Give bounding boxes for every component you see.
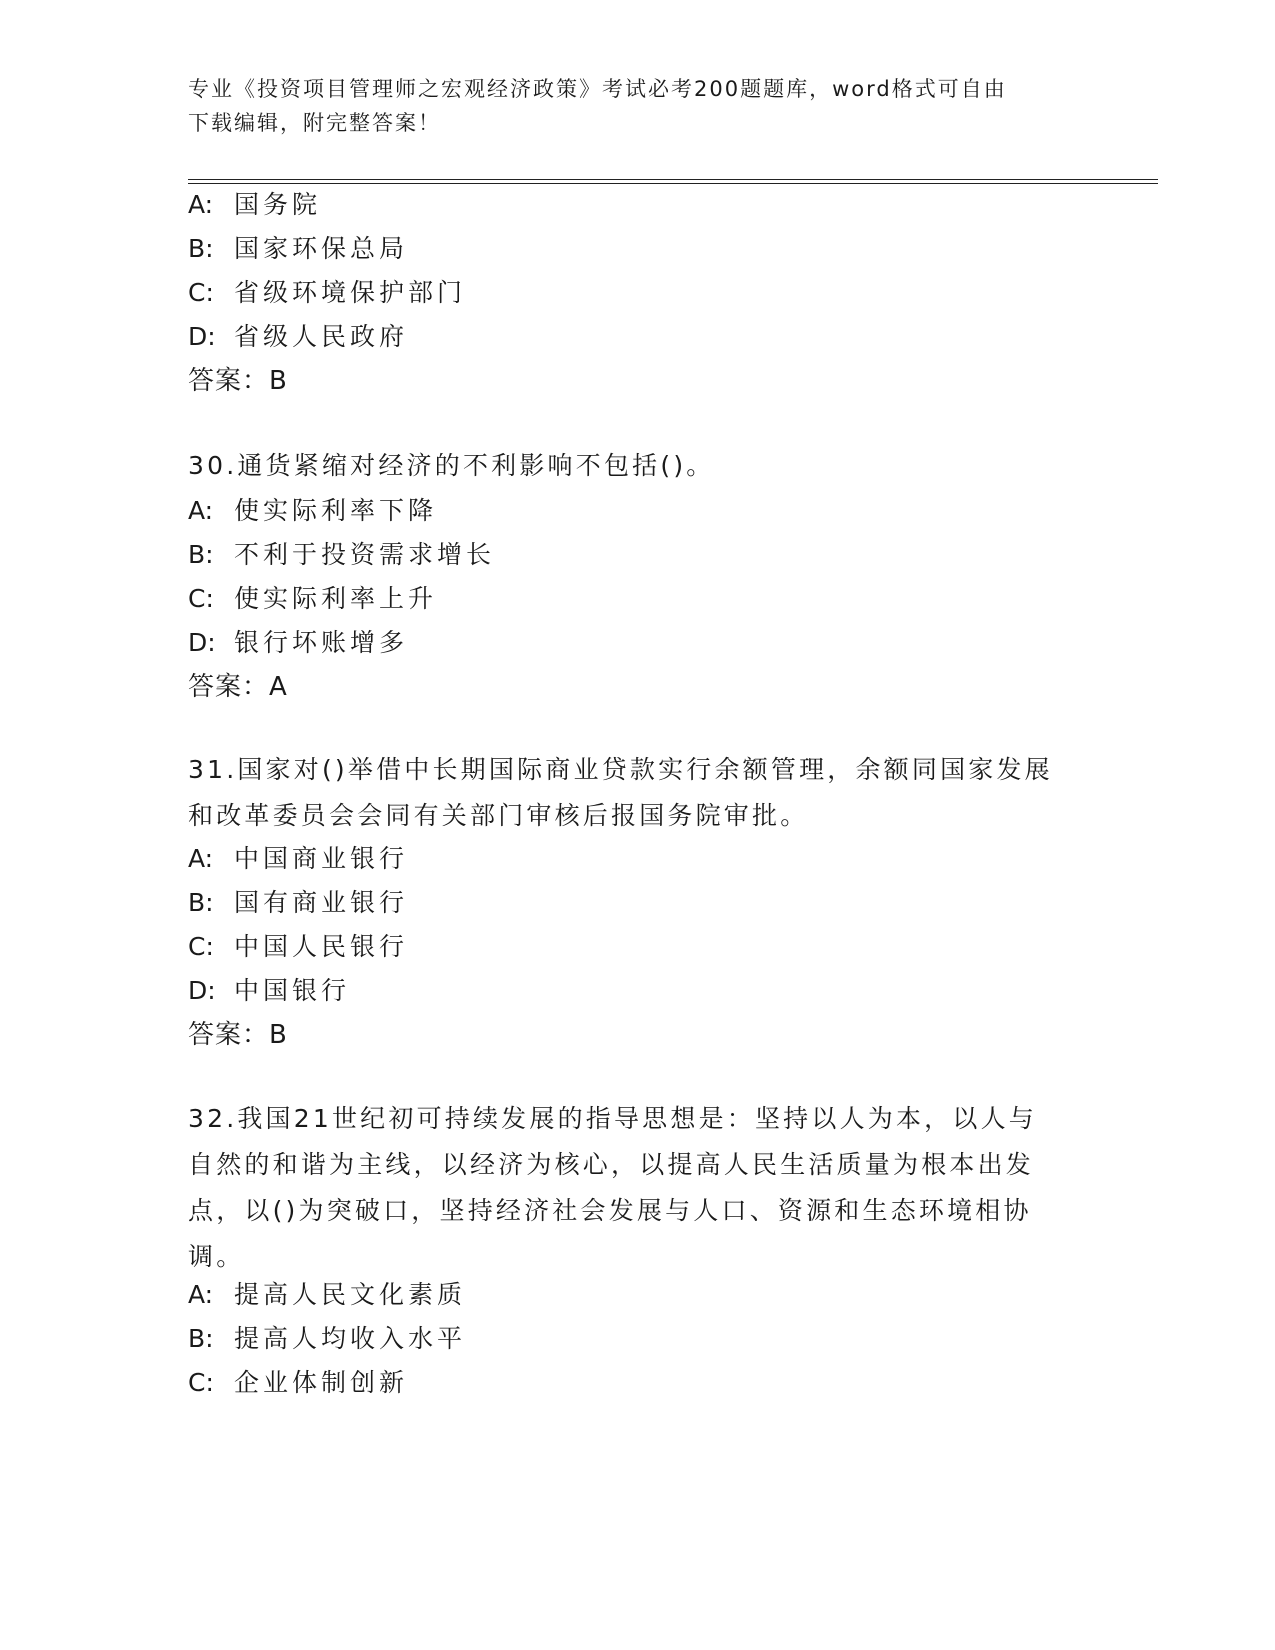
option-d: [188, 320, 408, 354]
option-letter: A:: [188, 1280, 214, 1309]
option-text: 省级环境保护部门: [234, 278, 467, 307]
option-text: 不利于投资需求增长: [234, 540, 496, 569]
question-text: 和改革委员会会同有关部门审核后报国务院审批。: [188, 801, 809, 830]
option-b: [188, 232, 408, 266]
option-text: 使实际利率下降: [234, 496, 438, 525]
answer-line: 答案：B: [188, 1020, 288, 1050]
option-text: 企业体制创新: [234, 1368, 409, 1397]
option-c: [188, 1366, 408, 1400]
option-letter: B:: [188, 234, 214, 263]
option-d: [188, 974, 350, 1008]
option-text: 中国银行: [234, 976, 351, 1005]
question-32: [188, 1096, 1088, 1280]
option-text: 国务院: [234, 190, 322, 219]
header-divider-top: [188, 179, 1158, 180]
question-text: 31.国家对()举借中长期国际商业贷款实行余额管理，余额同国家发展: [188, 755, 1053, 784]
option-text: 省级人民政府: [234, 322, 409, 351]
option-text: 提高人民文化素质: [234, 1280, 467, 1309]
option-b: [188, 1322, 466, 1356]
option-c: [188, 582, 437, 616]
option-letter: C:: [188, 1368, 214, 1397]
option-letter: A:: [188, 496, 214, 525]
option-a: [188, 842, 408, 876]
option-letter: B:: [188, 540, 214, 569]
question-30: [188, 443, 1088, 489]
option-letter: A:: [188, 190, 214, 219]
option-c: [188, 276, 466, 310]
option-letter: C:: [188, 584, 214, 613]
question-text: 调。: [188, 1242, 245, 1271]
option-letter: C:: [188, 932, 214, 961]
question-text: 点，以()为突破口，坚持经济社会发展与人口、资源和生态环境相协: [188, 1196, 1032, 1225]
option-a: [188, 188, 321, 222]
option-letter: D:: [188, 976, 216, 1005]
option-b: [188, 886, 408, 920]
question-text: 自然的和谐为主线，以经济为核心，以提高人民生活质量为根本出发: [188, 1150, 1035, 1179]
option-letter: D:: [188, 322, 216, 351]
answer-line: 答案：B: [188, 366, 288, 396]
option-a: [188, 494, 437, 528]
option-text: 提高人均收入水平: [234, 1324, 467, 1353]
header-line-1: 专业《投资项目管理师之宏观经济政策》考试必考200题题库，word格式可自由: [188, 77, 1007, 101]
option-text: 使实际利率上升: [234, 584, 438, 613]
option-letter: B:: [188, 888, 214, 917]
option-a: [188, 1278, 466, 1312]
option-letter: D:: [188, 628, 216, 657]
option-text: 国有商业银行: [234, 888, 409, 917]
option-text: 中国人民银行: [234, 932, 409, 961]
option-text: 中国商业银行: [234, 844, 409, 873]
option-text: 国家环保总局: [234, 234, 409, 263]
question-text: 30.通货紧缩对经济的不利影响不包括()。: [188, 451, 715, 480]
header-line-2: 下载编辑，附完整答案！: [188, 111, 441, 135]
question-text: 32.我国21世纪初可持续发展的指导思想是：坚持以人为本，以人与: [188, 1104, 1037, 1133]
answer-line: 答案：A: [188, 672, 288, 702]
option-d: [188, 626, 408, 660]
option-text: 银行坏账增多: [234, 628, 409, 657]
question-31: [188, 747, 1088, 839]
document-header: [188, 72, 1088, 140]
header-divider-bottom: [188, 183, 1158, 184]
option-c: [188, 930, 408, 964]
option-b: [188, 538, 495, 572]
option-letter: C:: [188, 278, 214, 307]
option-letter: A:: [188, 844, 214, 873]
option-letter: B:: [188, 1324, 214, 1353]
